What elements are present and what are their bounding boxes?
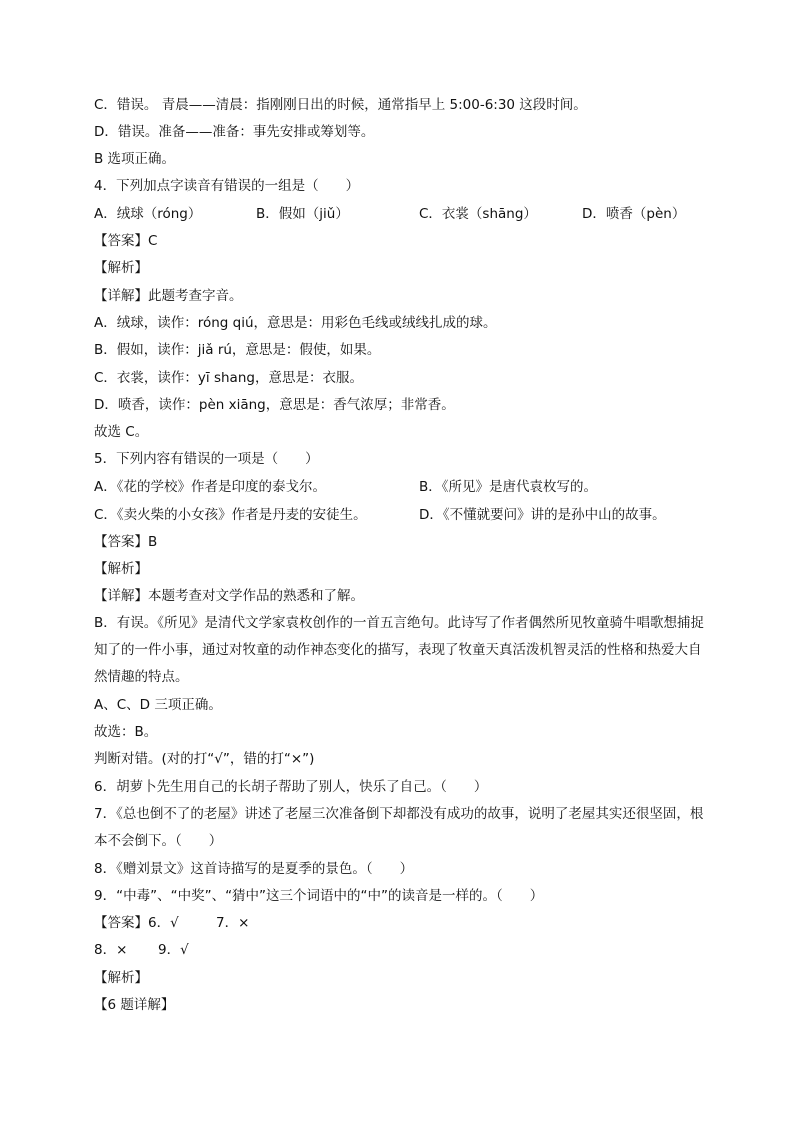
option-a: A．《花的学校》作者是印度的泰戈尔。	[94, 479, 326, 495]
text-line: B 选项正确。	[94, 151, 176, 167]
answer-7: 7．×	[216, 915, 250, 931]
question-7: 7．《总也倒不了的老屋》讲述了老屋三次准备倒下却都没有成功的故事，说明了老屋其实还很坚固，根本不会倒下。（ ）	[94, 806, 704, 849]
option-c: C．《卖火柴的小女孩》作者是丹麦的安徒生。	[94, 507, 367, 523]
text-line: A．绒球，读作：róng qiú，意思是：用彩色毛线或绒线扎成的球。	[94, 315, 497, 331]
paragraph-5: B．有误。《所见》是清代文学家袁枚创作的一首五言绝句。此诗写了作者偶然所见牧童骑牛唱歌想捕捉知了的一件小事，通过对牧童的动作神态变化的描写，表现了牧童天真活泼机智灵活的性格和热爱大自然情趣的特点。	[94, 615, 705, 685]
detail-4: 【详解】此题考查字音。	[94, 288, 243, 304]
answer-8: 8．×	[94, 942, 128, 958]
option-d: D．《不懂就要问》讲的是孙中山的故事。	[419, 507, 666, 523]
answer-9: 9．√	[158, 942, 189, 958]
answer-6: 6．√	[148, 915, 179, 931]
analysis-heading: 【解析】	[94, 561, 148, 577]
option-d: D．喷香（pèn）	[582, 206, 686, 222]
text-line: C．衣裳，读作：yī shang，意思是：衣服。	[94, 370, 363, 386]
section-heading: 判断对错。(对的打“√”，错的打“×”)	[94, 751, 315, 767]
detail-6: 【6 题详解】	[94, 997, 175, 1013]
option-b: B．《所见》是唐代袁枚写的。	[419, 479, 598, 495]
question-9: 9．“中毒”、“中奖”、“猜中”这三个词语中的“中”的读音是一样的。（ ）	[94, 888, 544, 904]
conclusion-4: 故选 C。	[94, 424, 149, 440]
detail-5: 【详解】本题考查对文学作品的熟悉和了解。	[94, 588, 364, 604]
answer-4: 【答案】C	[94, 233, 158, 249]
question-8: 8．《赠刘景文》这首诗描写的是夏季的景色。（ ）	[94, 861, 414, 877]
option-b: B．假如（jiǔ）	[256, 206, 349, 222]
text-line: B．假如，读作：jiǎ rú，意思是：假使，如果。	[94, 342, 381, 358]
text-line: C．错误。 青晨——清晨：指刚刚日出的时候，通常指早上 5:00-6:30 这段时间。	[94, 97, 587, 113]
text-line: D．错误。准备——准备：事先安排或筹划等。	[94, 124, 375, 140]
analysis-heading: 【解析】	[94, 260, 148, 276]
question-4: 4．下列加点字读音有错误的一组是（ ）	[94, 178, 360, 194]
text-line: D．喷香，读作：pèn xiāng，意思是：香气浓厚；非常香。	[94, 397, 455, 413]
answer-label: 【答案】	[94, 915, 148, 931]
answer-8-9	[94, 941, 394, 959]
option-a: A．绒球（róng）	[94, 206, 202, 222]
text-line: A、C、D 三项正确。	[94, 697, 222, 713]
question-6: 6．胡萝卜先生用自己的长胡子帮助了别人，快乐了自己。（ ）	[94, 779, 488, 795]
question-5: 5．下列内容有错误的一项是（ ）	[94, 451, 319, 467]
answer-5: 【答案】B	[94, 534, 158, 550]
conclusion-5: 故选：B。	[94, 724, 158, 740]
answer-6-7	[94, 914, 394, 932]
option-c: C．衣裳（shāng）	[419, 206, 537, 222]
analysis-heading: 【解析】	[94, 970, 148, 986]
